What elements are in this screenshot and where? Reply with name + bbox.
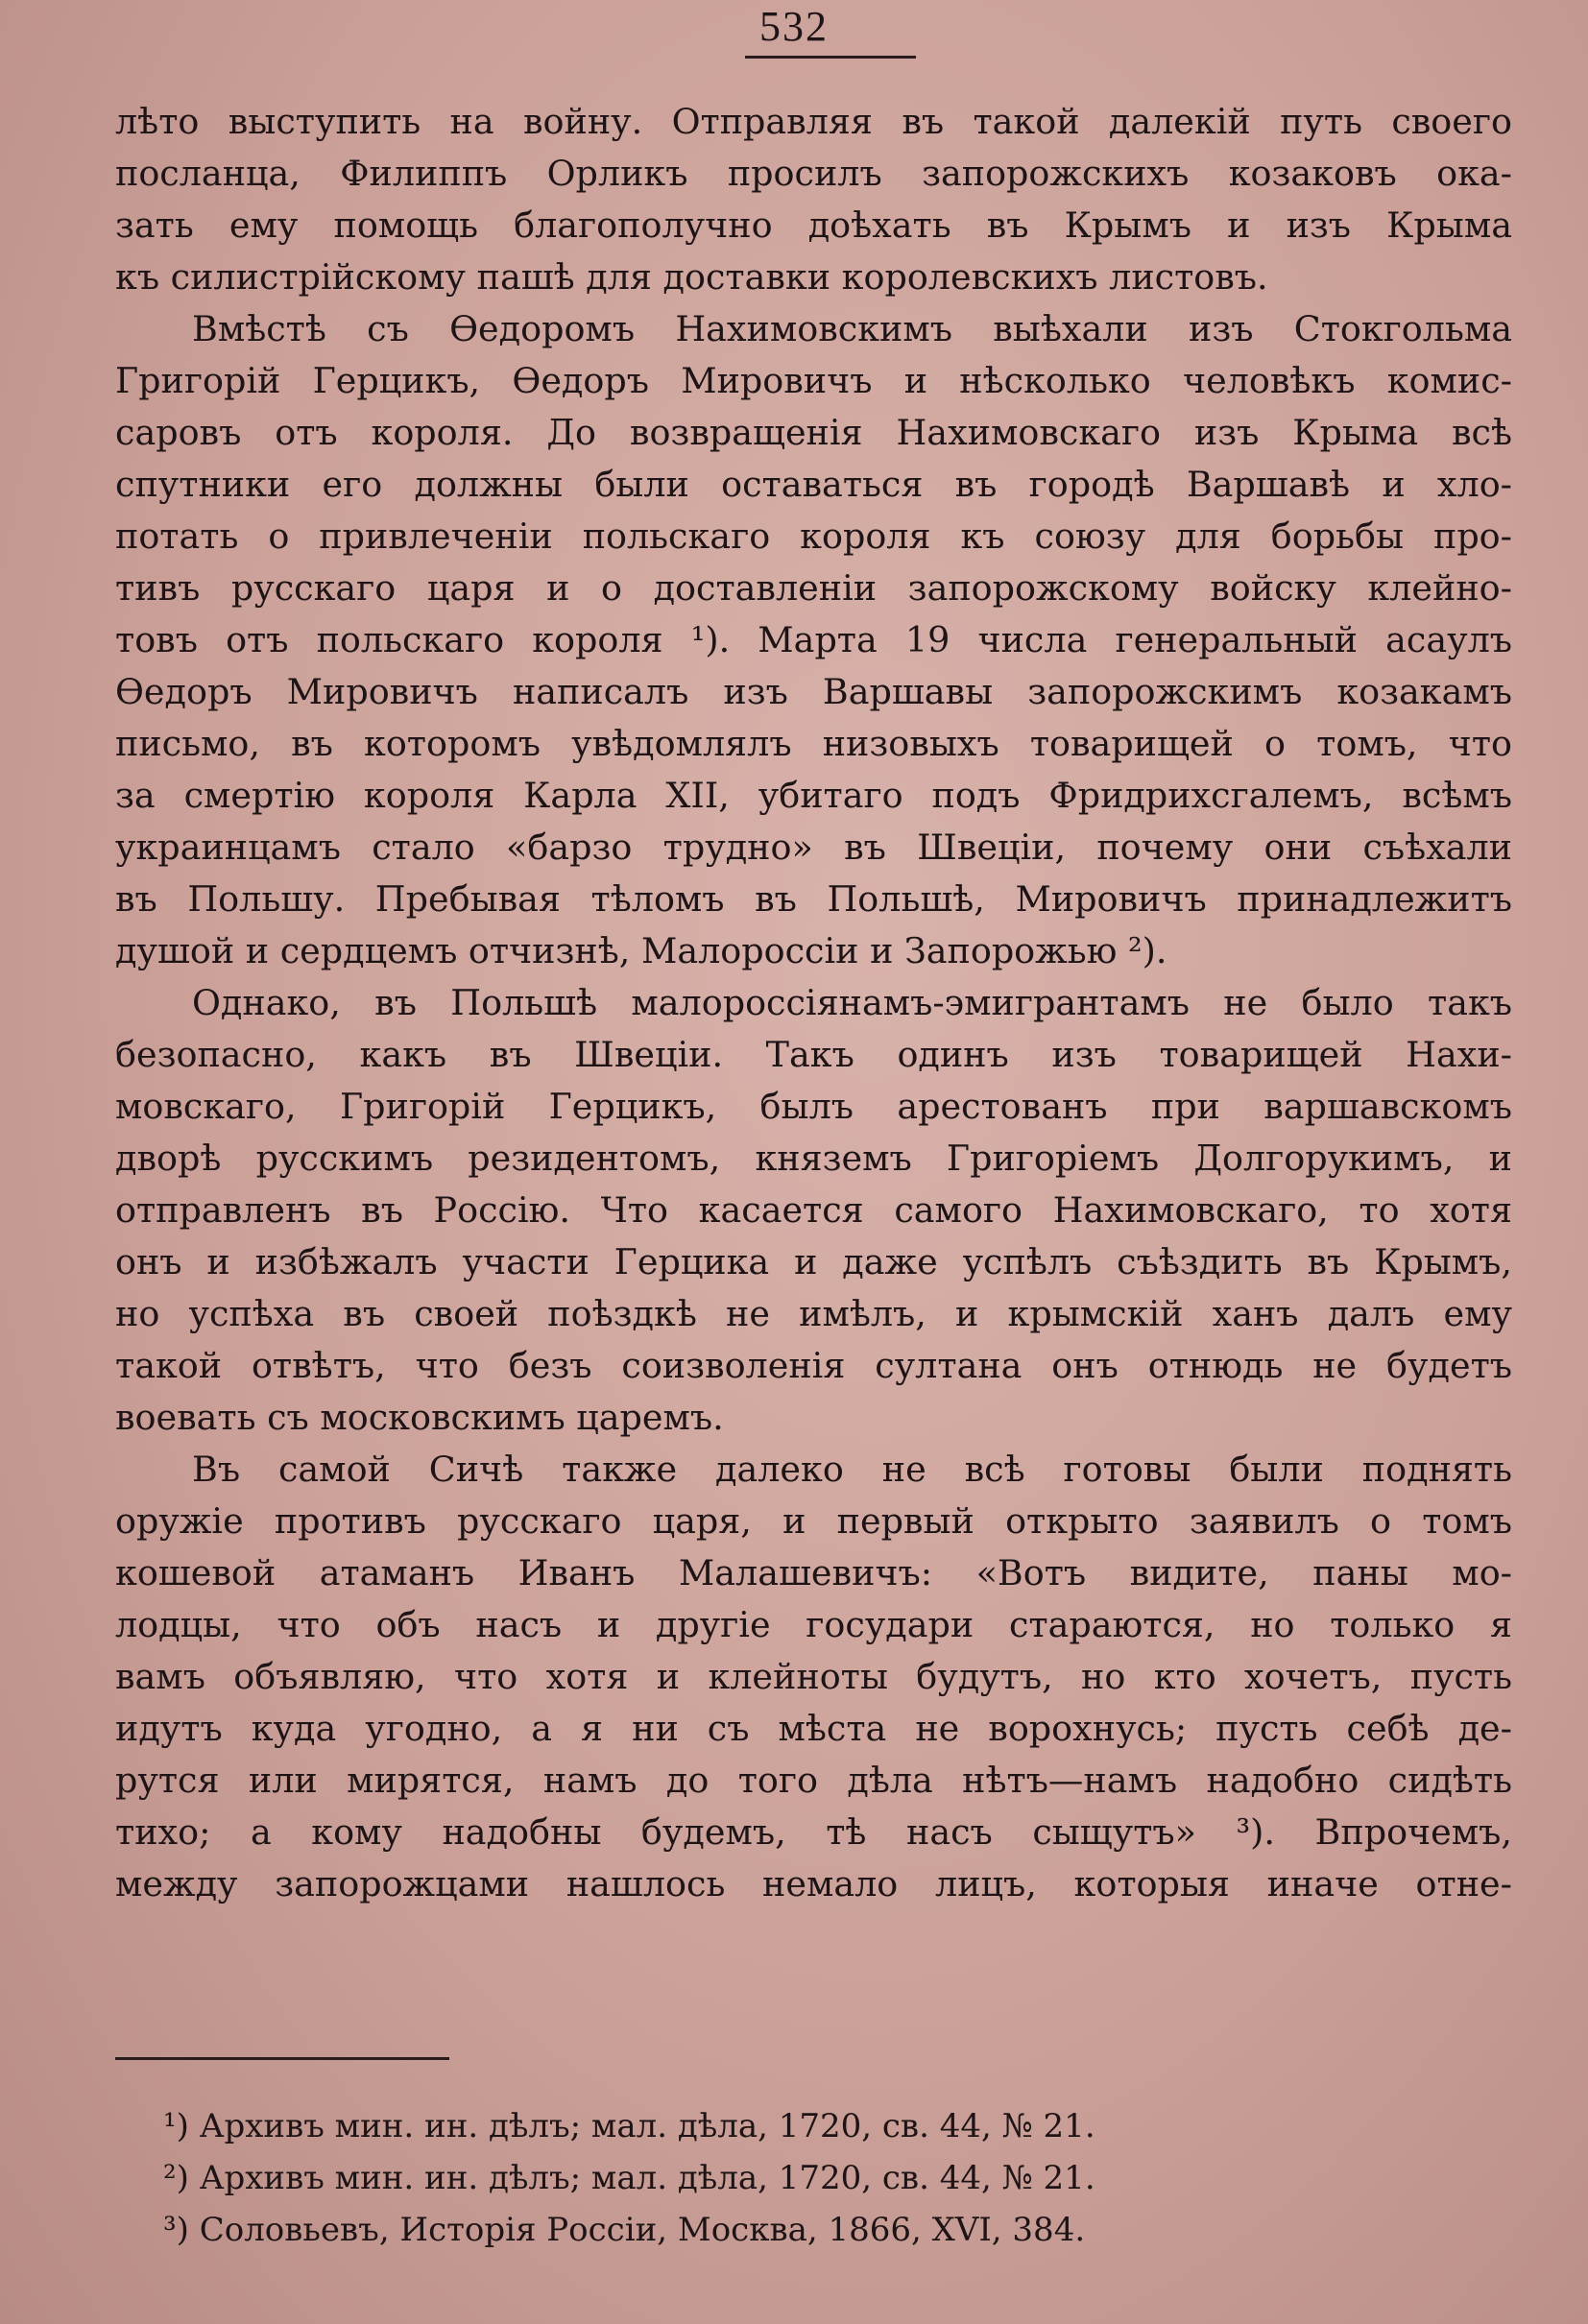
text-line: Григорій Герцикъ, Ѳедоръ Мировичъ и нѣсколько человѣкъ комис- [115,360,1512,401]
footnote-rule [115,2057,449,2060]
footnote-text: Соловьевъ, Исторія Россіи, Москва, 1866, XVI, 384. [188,2211,1086,2249]
text-line: тивъ русскаго царя и о доставленіи запорожскому войску клейно- [115,567,1512,609]
text-line: лодцы, что объ насъ и другіе государи стараются, но только я [115,1604,1512,1645]
text-line: Въ самой Сичѣ также далеко не всѣ готовы были поднять [192,1449,1512,1490]
text-line: онъ и избѣжалъ участи Герцика и даже успѣлъ съѣздить въ Крымъ, [115,1241,1512,1282]
text-line: украинцамъ стало «барзо трудно» въ Швеціи, почему они съѣхали [115,827,1512,868]
footnote-mark: ²) [163,2159,189,2197]
page-number: 532 [759,3,829,50]
text-line: тихо; а кому надобны будемъ, тѣ насъ сыщутъ» ³). Впрочемъ, [115,1811,1512,1853]
text-line: посланца, Филиппъ Орликъ просилъ запорожскихъ козаковъ ока- [115,153,1512,194]
text-line: Ѳедоръ Мировичъ написалъ изъ Варшавы запорожскимъ козакамъ [115,671,1512,712]
text-line: спутники его должны были оставаться въ городѣ Варшавѣ и хло- [115,464,1512,505]
text-line: письмо, въ которомъ увѣдомлялъ низовыхъ товарищей о томъ, что [115,723,1512,764]
text-line: дворѣ русскимъ резидентомъ, княземъ Григоріемъ Долгорукимъ, и [115,1138,1512,1179]
text-line: отправленъ въ Россію. Что касается самого Нахимовскаго, то хотя [115,1189,1512,1231]
text-line: такой отвѣтъ, что безъ соизволенія султана онъ отнюдь не будетъ [115,1345,1512,1386]
text-line: вамъ объявляю, что хотя и клейноты будутъ, но кто хочетъ, пусть [115,1656,1512,1697]
text-line: въ Польшу. Пребывая тѣломъ въ Польшѣ, Мировичъ принадлежитъ [115,878,1512,920]
text-line: саровъ отъ короля. До возвращенія Нахимовскаго изъ Крыма всѣ [115,412,1512,453]
footnote [163,2152,1411,2204]
text-line: оружіе противъ русскаго царя, и первый открыто заявилъ о томъ [115,1500,1512,1542]
text-line: потать о привлеченіи польскаго короля къ союзу для борьбы про- [115,515,1512,557]
footnote-text: Архивъ мин. ин. дѣлъ; мал. дѣла, 1720, св. 44, № 21. [188,2159,1095,2197]
body-text [115,96,1512,1910]
text-line: но успѣха въ своей поѣздкѣ не имѣлъ, и крымскій ханъ далъ ему [115,1293,1512,1334]
text-line: за смертію короля Карла XII, убитаго подъ Фридрихсгалемъ, всѣмъ [115,775,1512,816]
text-line: лѣто выступить на войну. Отправляя въ такой далекій путь своего [115,101,1512,142]
text-line: безопасно, какъ въ Швеціи. Такъ одинъ изъ товарищей Нахи- [115,1034,1512,1075]
footnote-mark: ³) [163,2211,189,2249]
text-line: зать ему помощь благополучно доѣхать въ Крымъ и изъ Крыма [115,204,1512,246]
footnote [163,2204,1411,2256]
footnote [163,2100,1411,2152]
text-line: душой и сердцемъ отчизнѣ, Малороссіи и Запорожью ²). [115,930,1167,971]
text-line: Однако, въ Польшѣ малороссіянамъ-эмигрантамъ не было такъ [192,982,1512,1023]
text-line: товъ отъ польскаго короля ¹). Марта 19 числа генеральный асаулъ [115,619,1512,660]
text-line: рутся или мирятся, намъ до того дѣла нѣтъ—намъ надобно сидѣть [115,1760,1512,1801]
header-rule [745,56,916,59]
text-line: кошевой атаманъ Иванъ Малашевичъ: «Вотъ видите, паны мо- [115,1552,1512,1593]
text-line: воевать съ московскимъ царемъ. [115,1397,724,1438]
footnotes [163,2100,1411,2256]
text-line: между запорожцами нашлось немало лицъ, которыя иначе отне- [115,1863,1512,1905]
footnote-text: Архивъ мин. ин. дѣлъ; мал. дѣла, 1720, св. 44, № 21. [188,2107,1095,2145]
text-line: идутъ куда угодно, а я ни съ мѣста не ворохнусь; пусть себѣ де- [115,1708,1512,1749]
text-line: къ силистрійскому пашѣ для доставки королевскихъ листовъ. [115,256,1268,298]
text-line: мовскаго, Григорій Герцикъ, былъ арестованъ при варшавскомъ [115,1086,1512,1127]
text-line: Вмѣстѣ съ Ѳедоромъ Нахимовскимъ выѣхали изъ Стокгольма [192,308,1512,349]
footnote-mark: ¹) [163,2107,189,2145]
